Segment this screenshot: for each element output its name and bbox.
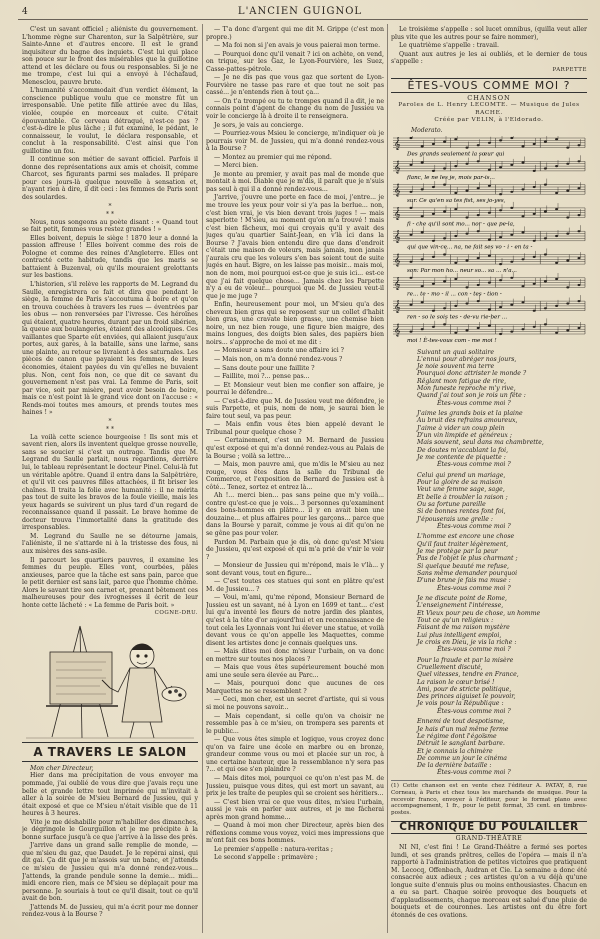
verse-line: Mon funeste reproche m'y rive, — [417, 385, 516, 393]
verse-line: Qu'il faut traiter légèrement, — [417, 540, 509, 548]
paragraph: — Mais non, on m'a donné rendez-vous ? — [214, 355, 343, 363]
song-credits: Paroles de L. Henry LECOMTE. — Musique de Jules RACHE. — [398, 102, 580, 116]
verse-line: D'une brune je fais ma muse : — [417, 577, 511, 585]
svg-text:𝄞: 𝄞 — [394, 136, 401, 150]
refrain-line: Êtes-vous comme moi ? — [437, 399, 511, 407]
paragraph: — Voui, m'ami, qu'me répond, Monsieur Bernard de Jussieu est un savant, né à Lyon en 1699 et tant... c'est lui qu'a inventé les fleurs de notre jardin des plantes, qu'est à la tête d'or aujourd'hui et en reconnaissance de tout cela les Lyonnais vont lui élever une statue, et voilà devant vous ce qu'on appelle les Maquettes, comme disent les artistes donc je connais quelques uns. — [206, 594, 384, 647]
signature: PARPETTE — [552, 66, 587, 73]
column-right — [391, 26, 587, 936]
music-staff — [393, 201, 585, 227]
verse-line: Pour la gloire de sa maison — [417, 479, 503, 487]
song-genre: CHANSON — [467, 93, 511, 102]
svg-text:𝄞: 𝄞 — [394, 276, 401, 290]
paragraph: — T'a donc d'argent qui me dit M. Grippe (c'est mon propre.) — [206, 26, 384, 41]
song-verse — [391, 533, 587, 592]
paragraph: Vite je me déshabille pour m'habiller des dimanches, je dégringole le Gourguillon et je me précipite à la bonne surface jusqu'à ce que j'arrive à la lisse des prés. — [22, 818, 198, 841]
paragraph: — Mais, pourquoi donc que aucunes de ces Marquettes ne se ressemblent ? — [206, 680, 384, 695]
running-title: L'ANCIEN GUIGNOL — [237, 6, 363, 17]
paragraph: La voilà cette science bourgeoise ! Ils sont mis et savent rien, alors ils inventent quelque grosse nouvelle, sans se soucier si c'est un outrage. Tandis que M. Legrand du Saulle parlait, nous regardions, derrière lui, le tableau représentant le docteur Pinel. Celui-là fut un véritable apôtre. Quand il entra dans la Salpêtrière, et qu'il vit ces pauvres filles attachées, il fit briser les chaînes. Il traita la folie avec humanité : il ne mérita pas tout de suite les bravos de la foule vieille, mais les yeux hagards se suivirent un plus tard d'un regard de reconnaissance quand il passait. Le brave homme de docteur trouva l'immortalité dans la gratitude des irresponsables. — [22, 433, 198, 532]
verse-line: Détruit le sanglant barbare. — [417, 740, 505, 748]
paragraph: M. Legrand du Saulle ne se détourne jamais, l'aliéniste, il ne s'attarde ni à la tristesse des fous, ni aux misères des sans-asile. — [22, 532, 198, 555]
verse-line: Et belle à troubler la raison ; — [417, 493, 508, 501]
music-staff — [393, 271, 585, 297]
paragraph: — On t'a trompé ou tu te trompes quand il a dit, je ne connais point d'agent de change du nom de Jussieu va voir le concierge là à droite il te renseignera. — [206, 97, 384, 121]
verse-line: Je vois pour la République : — [417, 700, 504, 708]
verse-line: De la dernière bataille : — [417, 762, 492, 770]
paragraph: — Mais enfin vous êtes bien appelé devant le Tribunal pour quelque chose ? — [206, 421, 384, 436]
verse-line: Lui plus intelligent emploi, — [417, 631, 502, 639]
verse-line: Si de bonnes rentes font foi, — [417, 508, 506, 516]
paragraph: Enfin, heureusement pour moi, un M'sieu qu'a des cheveux bien gras qui se reposent sur un collet d'habit bien gras, une cravate bien grasse, une chemise bien noire, un nez bien rouge, une figure bien maigre, des mains longues, des doigts bien sales, des papiers bien noirs... s'approche de moi et me dit : — [206, 301, 384, 346]
svg-text:𝄞: 𝄞 — [394, 322, 401, 336]
paragraph: NI NI, c'est fini ! Le Grand-Théâtre a fermé ses portes lundi, et ses grands prêtres, celles de l'opéra — mais il n'a rapporté à l'administration de petites victoires que pratiquent M. Lecocq, Offenbach, Audran et Cie. La semaine a donc été consacrée aux adieux ; ces artistes qu'on a vu déjà qu'une longue suite d'ennuis plus ou moins enthousiastes. Chacun en a eu sa part. Chaque soirée provoque des bouquets et d'applaudissements, chaque morceau est salué d'une pluie de bouquets et de couronnes. Les artistes ont du être fort étonnés de ces ovations. — [391, 844, 587, 919]
song-verse — [391, 349, 587, 408]
paragraph: — Mais cependant, si celle qu'on va choisir ne ressemble pas à ce m'sieu, on trompera ses parents et le public... — [206, 712, 384, 735]
verse-line: Suivant un quai solitaire — [417, 348, 494, 356]
paragraph: — Ma foi non si j'en avais je vous paierai mon terme. — [214, 42, 381, 50]
verse-line: Cruellement discuté, — [417, 663, 483, 671]
verse-line: Rêglant mon fatigue de rire, — [417, 377, 507, 385]
song-verse — [391, 718, 587, 777]
tempo-marking: Moderato. — [411, 127, 443, 135]
verse-line: Quand j'ai tout son je rois un fête : — [417, 392, 526, 400]
verse-line: Et je connais la chimère — [417, 747, 493, 755]
section-title: CHRONIQUE DU POULAILLER — [391, 821, 587, 835]
paragraph: L'humanité s'accommodait d'un verdict élément, la conscience publique voulu que ce monstre fût un irresponsable. Une petite fille attirée avec du lilas, violée, coupée en morceaux et cuite. C'était épouvantable. Ce cerveau détraqué, n'est-ce pas ? c'est-à-dire le plus lâche ; il fut examiné, le pédant, le connaisseur, le voulut, le déclara responsable, et conclut à la responsabilité. C'est ainsi que l'on guillotine un fou. — [22, 87, 198, 155]
lyric-line: qui que vin-ce... na, ne fait ses vo - i - en ta - — [407, 244, 533, 251]
song-verse — [391, 657, 587, 716]
paragraph: — Mais dites moi donc m'sieur l'urbain, on va donc en mettre sur toutes nos places ? — [206, 648, 384, 663]
paragraph: — C'est toutes ces statues qui sont en plâtre qu'est M. de Jussieu... ? — [206, 578, 384, 593]
verse-line: Ami, pour de stricte politique, — [417, 685, 512, 693]
verse-line: Je ne discute point de Rome, — [417, 595, 507, 603]
verse-line: Pas de l'objet le plus charmant ; — [417, 555, 518, 563]
paragraph: — C'est bien vrai ce que vous dites, m'sieu l'urbain, aussi je vais en parler aux autres, et je me fâcherai après mon grand homme... — [206, 798, 384, 821]
music-staff — [393, 155, 585, 181]
lyric-line: re... te - mo - il ... con - tes - tion - — [407, 290, 502, 297]
paragraph: Le second s'appelle : primavère ; — [214, 854, 318, 862]
song-creation: Créée par VELIN, à l'Eldorado. — [434, 117, 544, 124]
salon-article — [22, 742, 198, 919]
paragraph: — Mais dites moi, pourquoi ce qu'on n'est pas M. de Jussieu, puisque vous dites, qui est mort un savant, au prix je les traite de peuples qui se croient ses héritiers... — [206, 774, 384, 798]
music-staff — [393, 248, 585, 274]
song-verse — [391, 472, 587, 531]
paragraph: — Ceci, mon cher, est un secret d'artiste, qui si vous si moi ne pouvons savoir... — [206, 696, 384, 712]
paragraph: Le troisième s'appelle : sol lucet omnibus, (quilla veut aller plus vite que les autres pour se faire nommer), — [391, 26, 587, 41]
verse-line: Pour la fraude et par la misère — [417, 656, 514, 664]
verse-line: J'aime à vider un coup plein — [417, 424, 505, 432]
paragraph: — Faillite, moi ?... pense pas... — [214, 373, 310, 381]
footnote: (1) Cette chanson est en vente chez l'éditeur A. PATAY, 8, rue Corneau, à Paris et chez tous les marchands de musique. Pour la recevoir franco, envoyer à l'éditeur, pour le format plano avec accompagnement, 1 fr., pour le petit format, 35 cent. en timbres-postes. — [391, 780, 587, 817]
paragraph: — Mais que vous êtes supérieurement bouché mon ami une seule sera élevée au Parc... — [206, 664, 384, 679]
paragraph: — Monsieur a sans doute une affaire ici ? — [214, 347, 345, 355]
verse-line: Le régime dont l'égoïsme — [417, 732, 497, 740]
paragraph: Il continue son métier de savant officiel. Parfois il donne des représentations aux amis et choisit, comme Charcot, ses figurants parmi ses malades. Il prépare pour ces jours-là quelque nouvelle à sensation et, n'ayant rien à dire, il dit ceci : les femmes de Paris sont des soulardes. — [22, 156, 198, 202]
page-number: 4 — [22, 7, 28, 17]
verse-line: Je noie souvent ma terre — [417, 363, 495, 371]
verse-line: Ennemi de tout despotisme, — [417, 718, 505, 726]
verse-line: J'aime les grands bois et la plaine — [417, 410, 523, 418]
verse-line: De doutes m'accablant la foi, — [417, 446, 509, 454]
paragraph: — Sans doute pour une faillite ? — [214, 364, 315, 372]
paragraph: Pardon M. Parbain que je dis, où donc qu'est M'sieu de Jussieu, qu'est exposé et qui m'a prié de v'nir le voir ? — [206, 538, 384, 561]
paragraph: — Montez au premier qui me répond. — [214, 153, 332, 161]
lyric-line: flanc, le ne les je, mois par-is... — [407, 174, 495, 181]
refrain-line: Êtes-vous comme moi ? — [437, 769, 511, 777]
music-staff — [393, 178, 585, 204]
refrain-line: Êtes-vous comme moi ? — [437, 707, 511, 715]
paragraph: Quant aux autres je les ai oubliés, et le dernier de tous s'appelle : — [391, 50, 587, 66]
paragraph: J'arrive dans un grand salle remplie de monde, — que m'sieu du gaz, que Daudet. Je le repérai ainsi, qui dit gai. Ça dit que je m'assois sur un banc, et j'attends ce m'sieu de Jussieu qui m'a donné rendez-vous... J'attends, la grande pendule sonne la demie... midi... midi encore rien, mais ce M'sieu se déplaçait pour ma personne. Je souriais à tout ce qu'il disait, tout ce qu'il avait de bon. — [22, 842, 198, 903]
refrain-line: Êtes-vous comme moi ? — [437, 584, 511, 592]
music-staff — [393, 295, 585, 321]
song-title: ÊTES-VOUS COMME MOI ? — [391, 78, 587, 93]
music-staff — [393, 225, 585, 251]
song-verse — [391, 410, 587, 469]
paragraph: Le premier s'appelle : natura-veritas ; — [214, 845, 333, 853]
song-verse — [391, 595, 587, 654]
verse-line: Au bruit des refrains amoureux, — [417, 417, 518, 425]
paragraph: — C'est-à-dire que M. de Jussieu veut me défendre, je suis Parpette, et puis, nom de nom, je saurai bien le faire tout seul, va pas peur. — [206, 397, 384, 420]
verse-line: Je me protège par la peur — [417, 548, 498, 556]
paragraph: Je monte au premier, y avait pas mal de monde que montait à moi. Diable que je m'dis, il paraît que je n'suis pas seul à qui il a donné rendez-vous... — [206, 170, 384, 193]
verse-line: Tout ce qu'un religieux : — [417, 616, 494, 624]
verse-line: Pourquoi donc attrister le monde ? — [417, 370, 527, 378]
section-stars: * * * — [106, 417, 114, 433]
svg-text:𝄞: 𝄞 — [394, 206, 401, 220]
svg-text:𝄞: 𝄞 — [394, 253, 401, 267]
verse-line: La raison le cœur brisé ! — [417, 678, 495, 686]
paragraph: J'arrive, j'ouvre une porte en face de moi, j'entre... je me trouve les yeux pour voir si y'a pas la berlue... non, c'est bien vrai, je vis bien devant trois juges ! — mais saperlotte ! M'sieu, au moment qu'on m'a trouvé ! mais c'est bien fâcheux, moi qui croyais qu'il y avait des juges qu'au quartier Saint-Jean, en v'là ici dans la Bourse ? J'avais bien entendu dire que dans d'endroit c'était une maison de voleurs, mais jamais, mon janais j'aurais cru que les voleurs s'en bas soient tout de suite jugés en haut. Bigre, on les laisse pas moisir... mais moi, non de nom, moi pourquoi est-ce que je suis ici... est-ce que j'ai fait quelque chose... Jamais chez les Parpette n'y a eu de voleur... pourquoi que M. de Jussieu veut-il que je me juge ? — [206, 194, 384, 300]
header-rule — [18, 19, 588, 20]
paragraph: Je sors, je vais au concierge. — [214, 121, 304, 129]
paragraph: L'historien, s'il relève les rapports de M. Legrand du Saulle, enregistrera ce fait et dira que pendant le siège, la femme de Paris s'accoutuma à boire et qu'on en trouva couchées à travers les rues — éventrées par les obus — non renversées par l'ivresse. Ces héroïnes qui étaient, quatre heures, durant par un froid sibérien, la queue aux boulangeries, étaient des alcooliques. Ces vaillantes que Sparte eût enviées, qui allaient jusqu'aux portes, aux gares, à la bataille, sans une larme, sans une plainte, au retour se livraient à des saturnales. Les pièces de canon que payaient les femmes, de leurs économies, étaient payées du vin qu'elles ne buvaient plus. Non, cent fois non, ce que dit ce savant du gouvernement n'est pas vrai. La femme de Paris, soit par vice, soit par misère, peut avoir besoin de boire, mais ce n'est point là le grand vice dont on l'accuse : « Rends-moi toutes mes amours, et prends toutes mes haines ! » — [22, 280, 198, 417]
verse-line: Et Vieux pour peu de chose, un homme — [417, 609, 541, 617]
paragraph: — Que vous êtes simple et logique, vous croyez donc qu'on va faire une école en marbre ou en bronze, grandeur comme vous ou moi et placée sur un roc, à une certaine hauteur, que la ressemblance n'y sera pas ?... et qui ose s'en plaindre ? — [206, 736, 384, 774]
paragraph: — Et Monsieur veut bien me confier son affaire, je pourrai le défendre... — [206, 381, 384, 397]
paragraph: Elles boivent, depuis le siège ! 1870 leur a donné la passion affreuse ! Elles boivent comme des rois de Pologne et comme des reines d'Angleterre. Elles ont contracté cette habitude, tandis que les maris se battaient à Buzenval, où qu'ils mouraient grelottants sur les bastions. — [22, 234, 198, 280]
paragraph: — Merci bien. — [214, 162, 259, 170]
column-divider — [202, 24, 203, 933]
verse-line: Je hais d'un mal même ferme — [417, 725, 509, 733]
refrain-line: Êtes-vous comme moi ? — [437, 522, 511, 530]
music-staff — [393, 318, 585, 344]
section-subtitle: GRAND-THÉÂTRE — [455, 835, 523, 843]
verse-line: Mais souvent, seul dans ma chambrette, — [417, 439, 544, 447]
column-middle — [206, 26, 384, 936]
verse-line: J'épouserais une grelle : — [417, 515, 493, 523]
signature: COGNE-DRU. — [154, 610, 198, 617]
song-verses — [391, 349, 587, 777]
verse-line: L'ennui pour abréger nos jours, — [417, 355, 517, 363]
paragraph: Hier dans ma précipitation de vous envoyer ma pommade, j'ai oublié de vous dire que j'avais reçu une belle et grande lettre tout imprimée qui m'invitait à aller à la soirée de M'sieu Bernard de Jussieu, qui y était exposé et que ce M'sieu n'était visible que de 11 heures à 3 heures. — [22, 772, 198, 818]
article-body — [22, 26, 198, 618]
section-stars: * * * — [106, 202, 114, 218]
paragraph: Le quatrième s'appelle : travail. — [399, 42, 499, 50]
verse-line: L'enseignement l'intéresse, — [417, 602, 504, 610]
verse-line: Si quelque beauté me refuse, — [417, 562, 509, 570]
paragraph: Il parcourt les quartiers pauvres, il examine les femmes du peuple. Elles vont, courbées, pâles anxieuses, parce que la tâche est sans pain, parce que le petit dernier est sans lait, parce que l'homme chôme. Alors le savant tire son carnet et, prenant bêtement ces malheureuses pour des ivrognesses il écrit de leur honte cette lâcheté : « La femme de Paris boit. » — [22, 556, 198, 609]
verse-line: Sans même demander pourquoi — [417, 569, 518, 577]
paragraph: J'attends M. de Jussieu, qui m'a écrit pour me donner rendez-vous à la Bourse ? — [22, 903, 198, 919]
music-staff — [393, 136, 585, 158]
paragraph: Nous, nous songeons au poète disant : « Quand tout se fait petit, femmes vous restez grandes ! » — [22, 218, 198, 234]
paragraph: — Je ne dis pas que vous gaz que sortent de Lyon-Fourvière ne tasse pas rare et que tout ne soit pas cassé... je n'entends rien à tout ça... — [206, 74, 384, 97]
verse-line: D'un vin limpide et généreux ; — [417, 432, 512, 440]
column-divider — [387, 24, 388, 933]
verse-line: Ou sa fortune pareille — [417, 501, 486, 508]
paragraph: — Pourquoi donc qu'il venait ? ici on achète, on vend, on trique, sur les Gaz, le Lyon-Fourvière, les Suez, Casse-pattes-pétrole. — [206, 50, 384, 73]
paragraph: — Mais, mon pauvre ami, que m'dis le M'sieu au nez rouge, vous êtes dans la salle du Tribunal de Commerce, et l'exposition de Bernard de Jussieu est à côté... Tenez, sortez et entrez là... — [206, 461, 384, 491]
verse-line: Celui qui prend un mariage, — [417, 471, 506, 479]
verse-line: Des princes aiguiset le pouvoir, — [417, 693, 516, 701]
verse-line: Quel vitesses, tendre en France, — [417, 671, 519, 679]
verse-line: Je me contente de piquette : — [417, 453, 506, 461]
svg-text:𝄞: 𝄞 — [394, 299, 401, 313]
verse-line: Faisant de ma raison mystère — [417, 624, 510, 632]
paragraph: — Pourriez-vous Msieu le concierge, m'indiquer où je pourrais voir M. de Jussieu, qui m'a donné rendez-vous à la Bourse ? — [206, 130, 384, 153]
lyric-line: moi ! È-tes-vous com - me moi ! — [407, 337, 497, 344]
lyric-line: ren - so le sois tes - de-vu rie-ber ... — [407, 314, 508, 321]
sheet-music — [391, 136, 587, 346]
paragraph: Ah !... merci bien... pas sans peine que m'y voilà... contre qu'est-ce que je vois... 3 personnes qu'examinent des bons-hommes en plâtre... il y en avait bien une douzaine... et plus affaires pour les garçons... parce que dans la Bourse y parait, comme je vous ai dit qu'on ne se gêne pas pour voler. — [206, 492, 384, 537]
paragraph: — Quand à moi mon cher Directeur, après bien des réflexions comme vous voyez, voici mes impressions que m'ont fait ces bons hommes. — [206, 822, 384, 845]
refrain-line: Êtes-vous comme moi ? — [437, 461, 511, 469]
lyric-line: fi - che qu'il sont mo... nor - que pe-la, — [407, 220, 515, 227]
svg-text:𝄞: 𝄞 — [394, 159, 401, 173]
easel-painter-illustration — [22, 622, 198, 740]
verse-line: Je crois en Dieu, je vis la riche : — [417, 638, 517, 646]
verse-line: Veut une femme sage, sage, — [417, 486, 505, 494]
refrain-line: Êtes-vous comme moi ? — [437, 646, 511, 654]
svg-text:𝄞: 𝄞 — [394, 229, 401, 243]
section-title: A TRAVERS LE SALON — [22, 742, 198, 762]
paragraph: C'est un savant officiel ; aliéniste du gouvernement. L'homme règne sur Charenton, sur la Salpêtrière, sur Sainte-Anne et d'autres encore. Il est le grand inquisiteur du bagne des inquiets. C'est lui qui place son pouce sur le front des misérables que la guillotine attend et les déclare ou fous ou responsables. Si je ne me trompe, c'est lui qui a envoyé à l'échafaud, Menesclou, pauvre brute. — [22, 26, 198, 86]
paragraph: — Monsieur de Jussieu qui m'répond, mais le v'là... y sont devant vous, tout en figure... — [206, 562, 384, 577]
lyric-line: Des grands seulement la sœur qui — [407, 151, 505, 158]
verse-line: L'homme est encore une chose — [417, 533, 515, 541]
svg-text:𝄞: 𝄞 — [394, 183, 401, 197]
verse-line: De comme un jour le cinéma — [417, 754, 507, 762]
lyric-line: son: Par mon ho... neur so... sa ... n'a... — [407, 267, 517, 274]
lyric-line: sur. Ce qu'en sa tes fist, ses jo-yes, — [407, 197, 506, 204]
paragraph: — Certainement, c'est un M. Bernard de Jussieu qu'est exposé et qui m'a donné rendez-vous au Palais de la Bourse ; voilà sa lettre... — [206, 437, 384, 460]
column-left — [22, 26, 198, 936]
salutation: Mon cher Directeur, — [30, 764, 94, 772]
